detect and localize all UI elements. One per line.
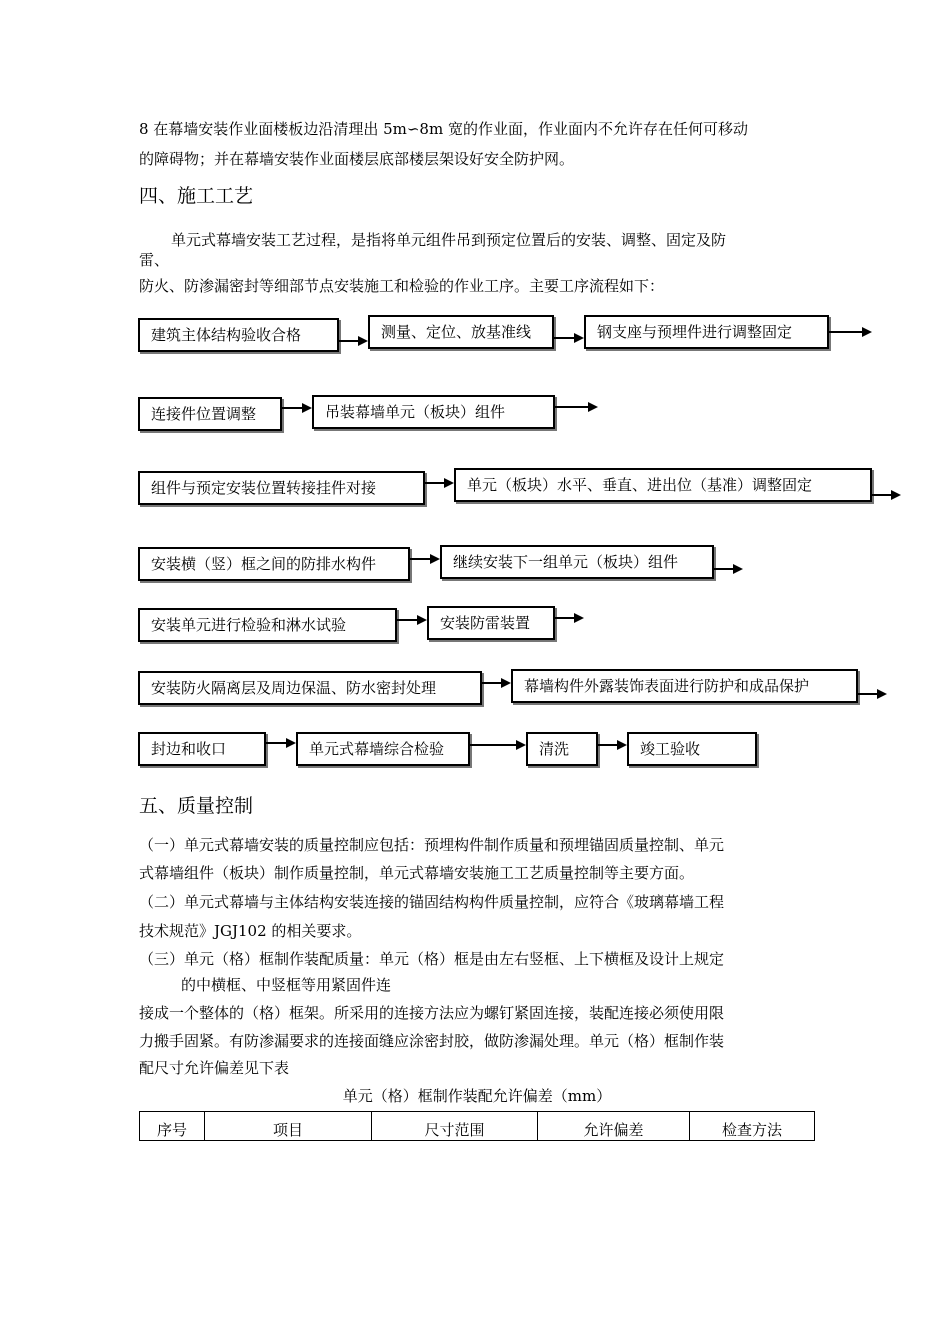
intro-line-1: 8 在幕墙安装作业面楼板边沿清理出 5m∽8m 宽的作业面，作业面内不允许存在任何可移动	[139, 120, 748, 138]
quality-p2-line-1: （二）单元式幕墙与主体结构安装连接的锚固结构构件质量控制，应符合《玻璃幕墙工程	[139, 893, 725, 911]
col-header-size-range: 尺寸范围	[372, 1112, 538, 1141]
flow-arrow	[282, 402, 312, 414]
quality-p3-line-5: 配尺寸允许偏差见下表	[139, 1059, 290, 1077]
col-header-index: 序号	[140, 1112, 205, 1141]
flow-step-cleaning: 清洗	[526, 732, 598, 766]
flow-step-steel-support-adjust: 钢支座与预埋件进行调整固定	[584, 315, 829, 349]
flow-arrow	[555, 401, 598, 413]
flow-step-inspection-water-test: 安装单元进行检验和淋水试验	[138, 608, 397, 642]
flow-arrow	[555, 612, 584, 624]
quality-p1-line-2: 式幕墙组件（板块）制作质量控制，单元式幕墙安装施工工艺质量控制等主要方面。	[139, 864, 695, 882]
quality-p1-line-1: （一）单元式幕墙安装的质量控制应包括：预埋构件制作质量和预埋锚固质量控制、单元	[139, 836, 725, 854]
flow-arrow	[339, 335, 368, 347]
flow-step-next-unit: 继续安装下一组单元（板块）组件	[440, 545, 714, 579]
flow-step-connector-adjust: 连接件位置调整	[138, 397, 282, 431]
flow-arrow	[397, 614, 427, 626]
flow-arrow	[872, 489, 901, 501]
flow-step-fireproof-insulation: 安装防火隔离层及周边保温、防水密封处理	[138, 671, 482, 705]
flow-step-survey-positioning: 测量、定位、放基准线	[368, 315, 554, 349]
deviation-table	[139, 1111, 815, 1141]
intro-line-2: 的障碍物；并在幕墙安装作业面楼层底部楼层架设好安全防护网。	[139, 150, 575, 168]
flow-step-bracket-docking: 组件与预定安装位置转接挂件对接	[138, 471, 425, 505]
flow-step-edge-sealing: 封边和收口	[138, 732, 266, 766]
flow-arrow	[829, 326, 872, 338]
quality-p2-line-2: 技术规范》JGJ102 的相关要求。	[139, 922, 362, 940]
flow-step-surface-protection: 幕墙构件外露装饰表面进行防护和成品保护	[511, 669, 858, 703]
flow-step-unit-alignment: 单元（板块）水平、垂直、进出位（基准）调整固定	[454, 468, 872, 502]
flow-arrow	[470, 739, 526, 751]
flow-arrow	[714, 563, 743, 575]
col-header-item: 项目	[205, 1112, 372, 1141]
table-caption: 单元（格）框制作装配允许偏差（mm）	[342, 1087, 612, 1105]
quality-p3-line-3: 接成一个整体的（格）框架。所采用的连接方法应为螺钉紧固连接，装配连接必须使用限	[139, 1004, 725, 1022]
section4-desc-line-3: 防火、防渗漏密封等细部节点安装施工和检验的作业工序。主要工序流程如下：	[139, 277, 665, 295]
section4-desc-line-1: 单元式幕墙安装工艺过程，是指将单元组件吊到预定位置后的安装、调整、固定及防	[171, 231, 727, 249]
table-header-row	[140, 1112, 815, 1141]
flow-arrow	[858, 688, 887, 700]
flow-arrow	[410, 553, 440, 565]
flow-arrow	[598, 739, 627, 751]
flow-arrow	[266, 737, 296, 749]
section4-heading: 四、施工工艺	[139, 185, 254, 207]
quality-p3-line-1: （三）单元（格）框制作装配质量：单元（格）框是由左右竖框、上下横框及设计上规定	[139, 950, 725, 968]
flow-arrow	[482, 677, 511, 689]
quality-p3-line-2: 的中横框、中竖框等用紧固件连	[181, 976, 392, 994]
section4-desc-line-2: 雷、	[139, 251, 170, 269]
flow-step-drainage-install: 安装横（竖）框之间的防排水构件	[138, 547, 410, 581]
flow-arrow	[554, 332, 584, 344]
col-header-tolerance: 允许偏差	[538, 1112, 690, 1141]
flow-arrow	[425, 477, 454, 489]
flow-step-hoist-unit: 吊装幕墙单元（板块）组件	[312, 395, 555, 429]
flow-step-lightning-protection: 安装防雷装置	[427, 606, 555, 640]
flow-step-structure-acceptance: 建筑主体结构验收合格	[138, 318, 339, 352]
flow-step-completion-acceptance: 竣工验收	[627, 732, 757, 766]
quality-p3-line-4: 力搬手固紧。有防渗漏要求的连接面缝应涂密封胶，做防渗漏处理。单元（格）框制作装	[139, 1032, 725, 1050]
col-header-check-method: 检查方法	[690, 1112, 815, 1141]
flow-step-comprehensive-inspection: 单元式幕墙综合检验	[296, 732, 470, 766]
section5-heading: 五、质量控制	[139, 795, 254, 817]
